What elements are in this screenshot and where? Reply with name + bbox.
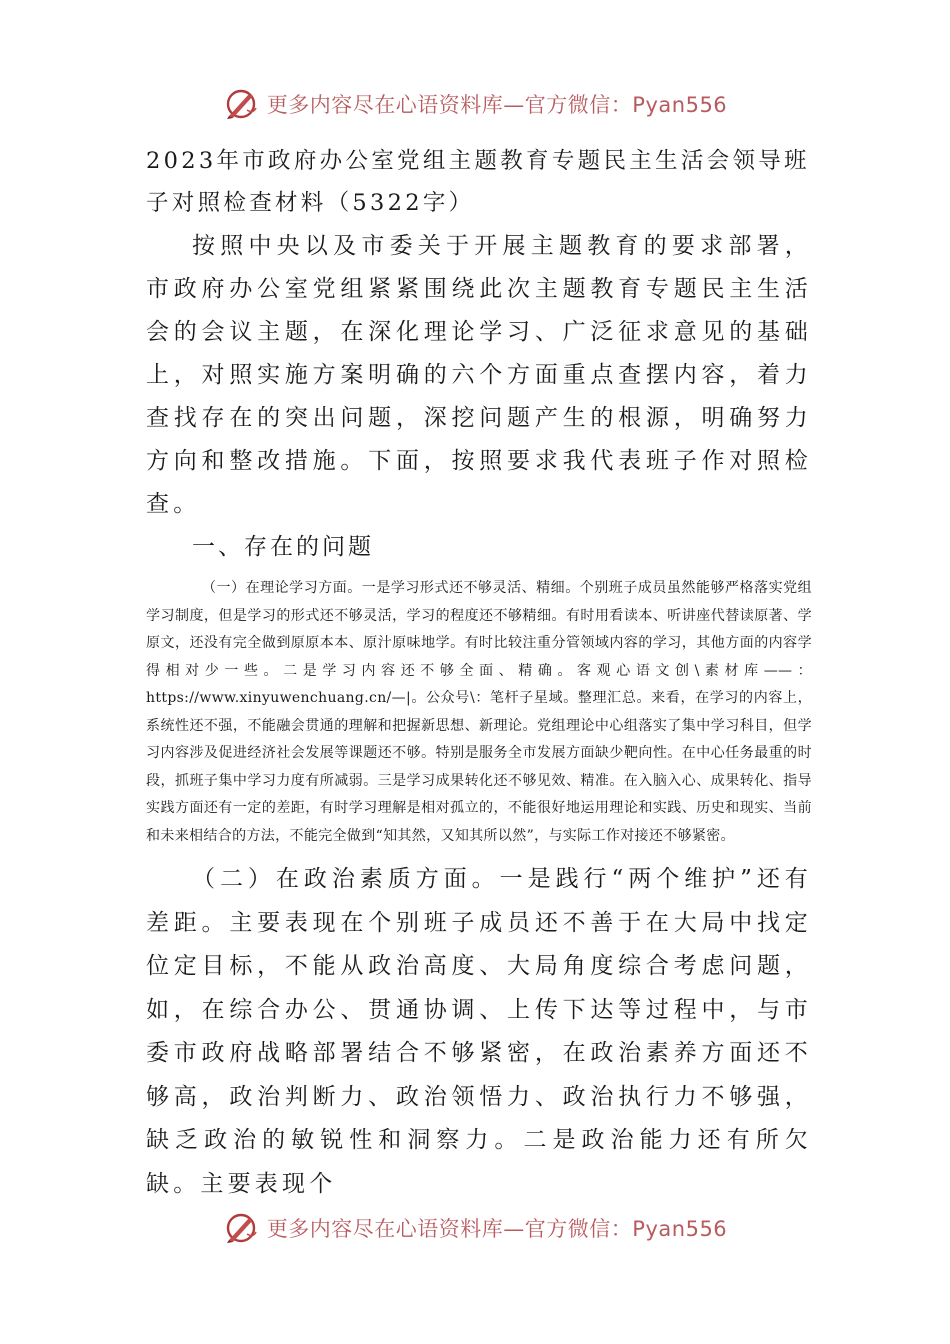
intro-paragraph: 按照中央以及市委关于开展主题教育的要求部署，市政府办公室党组紧紧围绕此次主题教育专题民主生活会的会议主题，在深化理论学习、广泛征求意见的基础上，对照实施方案明确的六个方面重点查摆内容，着力查找存在的突出问题，深挖问题产生的根源，明确努力方向和整改措施。下面，按照要求我代表班子作对照检查。 [146,233,812,517]
paragraph-theory-study: （一）在理论学习方面。一是学习形式还不够灵活、精细。个别班子成员虽然能够严格落实党组学习制度，但是学习的形式还不够灵活，学习的程度还不够精细。有时用看读本、听讲座代替读原著、学原文，还没有完全做到原原本本、原汁原味地学。有时比较注重分管领域内容的学习，其他方面的内容学得相对少一些。二是学习内容还不够全面、精确。客观心语文创\素材库——：https://www.xinyuwenchuang.cn/—|。公众号\：笔杆子星域。整理汇总。来看，在学习的内容上，系统性还不强，不能融会贯通的理解和把握新思想、新理论。党组理论中心组落实了集中学习科目，但学习内容涉及促进经济社会发展等课题还不够。特别是服务全市发展方面缺少靶向性。在中心任务最重的时段，抓班子集中学习力度有所减弱。三是学习成果转化还不够见效、精准。在入脑入心、成果转化、指导实践方面还有一定的差距，有时学习理解是相对孤立的，不能很好地运用理论和实践、历史和现实、当前和未来相结合的方法，不能完全做到“知其然，又知其所以然”，与实际工作对接还不够紧密。 [146,580,812,844]
document-title: 2023年市政府办公室党组主题教育专题民主生活会领导班子对照检查材料（5322字） [146,148,810,216]
header-banner [0,84,950,124]
footer-banner-text: 更多内容尽在心语资料库—官方微信：Pyan556 [266,1217,728,1241]
pen-logo-icon [223,1210,259,1246]
footer-banner [0,1208,950,1248]
section-heading: 一、存在的问题 [192,534,374,560]
document-body [146,140,812,1206]
pen-logo-icon [223,86,259,122]
header-banner-text: 更多内容尽在心语资料库—官方微信：Pyan556 [266,93,728,117]
paragraph-political-quality: （二）在政治素质方面。一是践行“两个维护”还有差距。主要表现在个别班子成员还不善于在大局中找定位定目标，不能从政治高度、大局角度综合考虑问题，如，在综合办公、贯通协调、上传下达等过程中，与市委市政府战略部署结合不够紧密，在政治素养方面还不够高，政治判断力、政治领悟力、政治执行力不够强，缺乏政治的敏锐性和洞察力。二是政治能力还有所欠缺。主要表现个 [146,866,812,1197]
